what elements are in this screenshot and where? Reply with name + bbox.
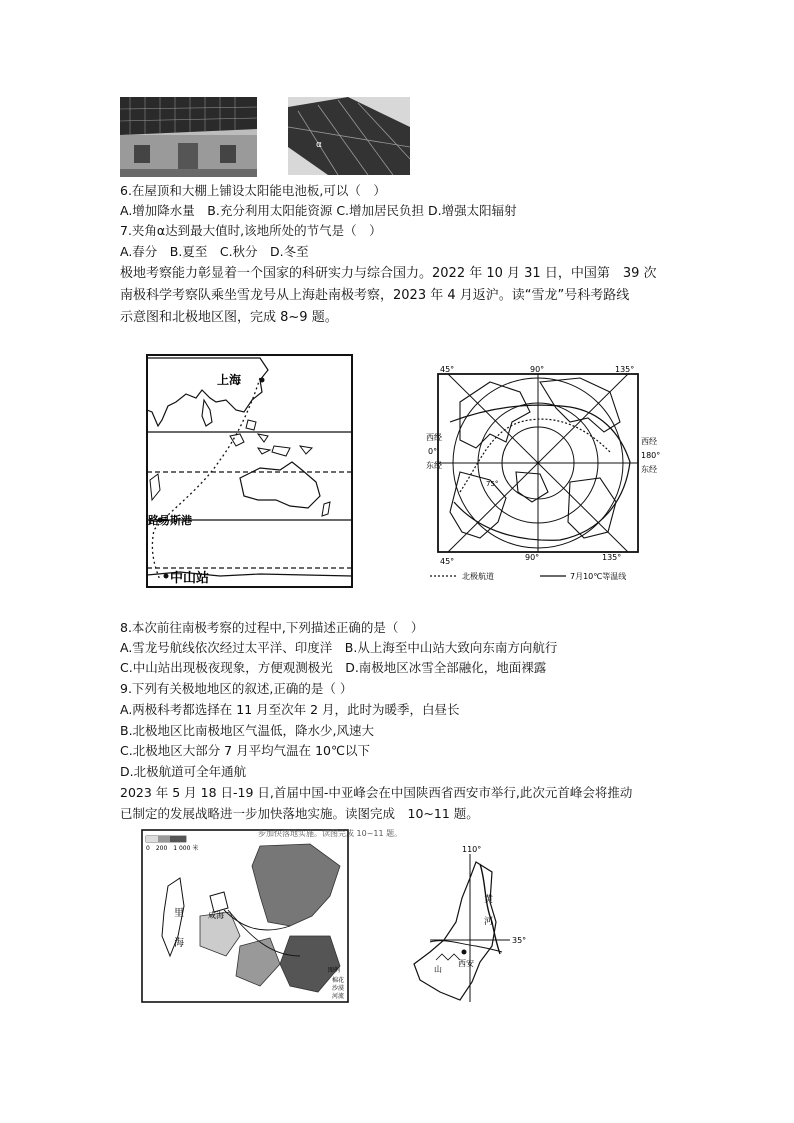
mountain-label: 山 — [434, 965, 442, 974]
intro-8-9-line2: 南极科学考察队乘坐雪龙号从上海赴南极考察，2023 年 4 月返沪。读“雪龙”号科考路线 — [120, 288, 630, 303]
lon-45-top: 45° — [440, 365, 455, 374]
west2-label: 西经 — [641, 437, 657, 446]
label-zhongshan: 中山站 — [170, 571, 210, 586]
legend-title: 图例 — [328, 967, 341, 974]
lon-90-top: 90° — [530, 365, 545, 374]
q8-option-cd: C.中山站出现极夜现象，方便观测极光 D.南极地区冰雪全部融化，地面裸露 — [120, 660, 547, 675]
east-label: 东经 — [426, 461, 442, 470]
legend-isotherm: 7月10℃等温线 — [570, 572, 627, 581]
q9-option-c: C.北极地区大部分 7 月平均气温在 10℃以下 — [120, 743, 371, 758]
lat-35: 35° — [512, 936, 527, 945]
route-map — [140, 350, 358, 590]
river-label-1: 黄 — [484, 895, 494, 905]
legend-scale: 0 200 1 000 米 — [146, 845, 199, 852]
zero-label: 0° — [428, 447, 438, 456]
svg-text:α: α — [316, 140, 322, 150]
river-label-2: 河 — [484, 917, 494, 927]
east2-label: 东经 — [641, 465, 657, 474]
q7-stem: 7.夹角α达到最大值时,该地所处的节气是（ ） — [120, 223, 382, 238]
xian-map — [400, 842, 540, 1004]
label-xian: 西安 — [458, 959, 474, 968]
lake-label: 咸海 — [208, 911, 224, 920]
legend-desert: 沙漠 — [332, 985, 345, 992]
lon-90-bottom: 90° — [525, 553, 540, 562]
label-shanghai: 上海 — [217, 373, 242, 387]
lat-75: 75° — [486, 480, 499, 488]
legend-route: 北极航道 — [462, 572, 494, 581]
lon-110: 110° — [462, 845, 482, 854]
intro-8-9-line1: 极地考察能力彰显着一个国家的科研实力与综合国力。2022 年 10 月 31 日，中国第 39 次 — [120, 266, 657, 281]
q9-option-a: A.两极科考都选择在 11 月至次年 2 月，此时为暖季，白昼长 — [120, 702, 460, 717]
label-port-louis: 路易斯港 — [148, 514, 192, 527]
central-asia-map — [140, 826, 403, 1004]
lon-135-top: 135° — [615, 365, 635, 374]
lon-180-label: 180° — [641, 451, 661, 460]
sea-label-1: 里 — [174, 908, 184, 919]
header-overlay: 步加快落地实施。读图完成 10~11 题。 — [258, 829, 403, 838]
arctic-map — [420, 362, 665, 584]
west-label: 西经 — [426, 433, 442, 442]
q8-stem: 8.本次前往南极考察的过程中,下列描述正确的是（ ） — [120, 620, 424, 635]
rooftop-solar-photo — [120, 97, 257, 177]
intro-10-11-line1: 2023 年 5 月 18 日-19 日,首届中国-中亚峰会在中国陕西省西安市举行,此次元首峰会将推动 — [120, 785, 633, 800]
q8-option-ab: A.雪龙号航线依次经过太平洋、印度洋 B.从上海至中山站大致向东南方向航行 — [120, 640, 558, 655]
legend-cotton: 棉花 — [332, 977, 345, 984]
q9-option-b: B.北极地区比南极地区气温低，降水少,风速大 — [120, 723, 375, 738]
intro-8-9-line3: 示意图和北极地区图，完成 8~9 题。 — [120, 310, 338, 325]
q6-stem: 6.在屋顶和大棚上铺设太阳能电池板,可以（ ） — [120, 183, 386, 198]
lon-135-bottom: 135° — [602, 553, 622, 562]
sea-label-2: 海 — [174, 938, 184, 949]
greenhouse-solar-photo — [288, 97, 410, 175]
intro-10-11-line2: 已制定的发展战略进一步加快落地实施。读图完成 10~11 题。 — [120, 806, 479, 821]
q9-stem: 9.下列有关极地地区的叙述,正确的是（ ） — [120, 681, 353, 696]
q9-option-d: D.北极航道可全年通航 — [120, 764, 247, 779]
q6-options: A.增加降水量 B.充分利用太阳能资源 C.增加居民负担 D.增强太阳辐射 — [120, 203, 517, 218]
legend-river: 河流 — [332, 993, 345, 1000]
lon-45-bottom: 45° — [440, 557, 455, 566]
q7-options: A.春分 B.夏至 C.秋分 D.冬至 — [120, 244, 309, 259]
